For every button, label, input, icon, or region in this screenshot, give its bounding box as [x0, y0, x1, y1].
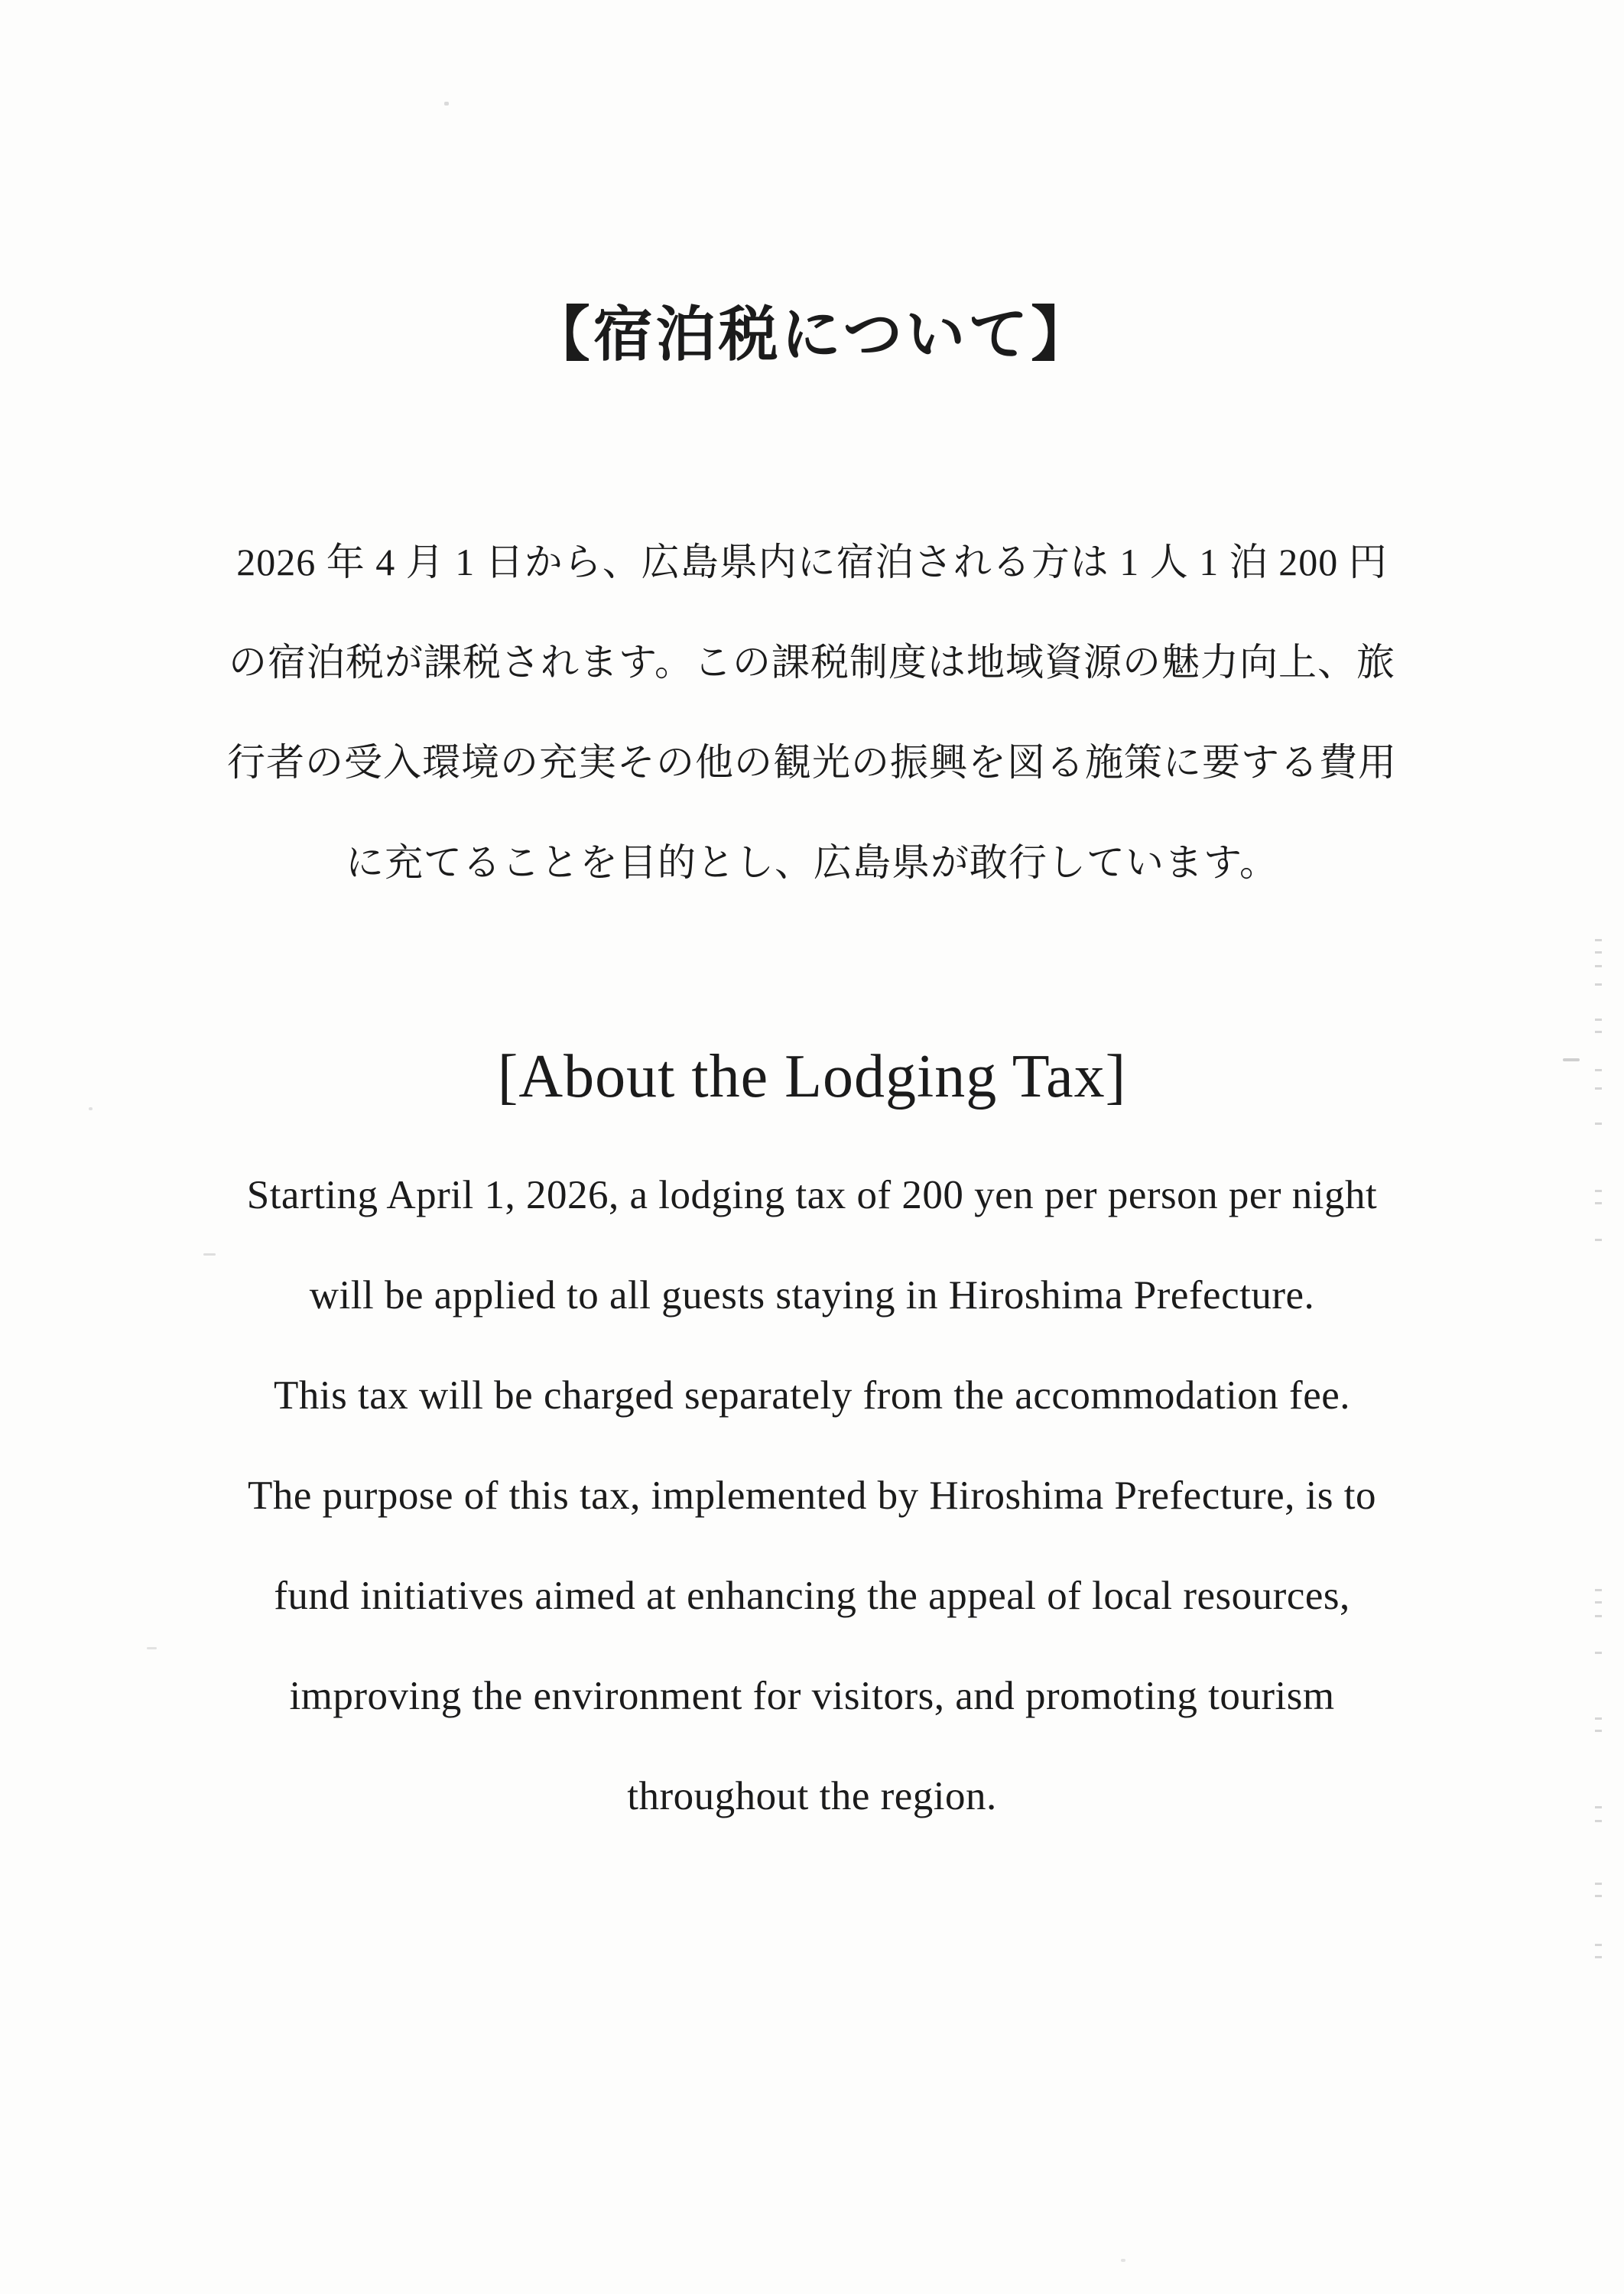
japanese-paragraph: [0, 512, 1624, 913]
scan-artifact: [1595, 1652, 1602, 1654]
scan-artifact: [1595, 1190, 1602, 1192]
scan-artifact: [1595, 1589, 1602, 1591]
scan-artifact: [1595, 983, 1602, 986]
scan-artifact: [1595, 1806, 1602, 1808]
scan-artifact: [1595, 1123, 1602, 1125]
english-paragraph-line: The purpose of this tax, implemented by Hiroshima Prefecture, is to: [248, 1474, 1376, 1518]
scan-artifact: [1595, 1615, 1602, 1617]
scan-artifact: [147, 1647, 157, 1649]
japanese-paragraph-line: 行者の受入環境の充実その他の観光の振興を図る施策に要する費用: [227, 741, 1397, 784]
japanese-paragraph-line: 2026 年 4 月 1 日から、広島県内に宿泊される方は 1 人 1 泊 200 円: [236, 541, 1388, 583]
japanese-title: 【宿泊税について】: [530, 301, 1094, 368]
scan-artifact: [1595, 939, 1602, 941]
japanese-paragraph-line: の宿泊税が課税されます。この課税制度は地域資源の魅力向上、旅: [229, 641, 1395, 684]
english-paragraph-line: fund initiatives aimed at enhancing the appeal of local resources,: [274, 1574, 1350, 1618]
scan-artifact: [1595, 1019, 1602, 1021]
scan-artifact: [1595, 1239, 1602, 1241]
english-paragraph-line: This tax will be charged separately from the accommodation fee.: [274, 1373, 1350, 1418]
scan-artifact: [1595, 1944, 1602, 1946]
scan-artifact: [1595, 1031, 1602, 1033]
scan-artifact: [1595, 1069, 1602, 1071]
english-paragraph-line: Starting April 1, 2026, a lodging tax of 200 yen per person per night: [246, 1173, 1378, 1217]
english-paragraph-line: throughout the region.: [627, 1774, 997, 1818]
japanese-paragraph-line: に充てることを目的とし、広島県が敢行しています。: [346, 841, 1278, 884]
scan-artifact: [1595, 1087, 1602, 1090]
scan-artifact: [1595, 1202, 1602, 1204]
scan-artifact: [1595, 1883, 1602, 1885]
scan-artifact: [1595, 1730, 1602, 1732]
english-title: [About the Lodging Tax]: [497, 1043, 1127, 1110]
scan-artifact: [1595, 965, 1602, 967]
scan-artifact: [89, 1107, 93, 1110]
scan-artifact: [1595, 1601, 1602, 1604]
english-paragraph: [0, 1145, 1624, 1847]
scan-artifact: [1595, 1820, 1602, 1822]
scan-artifact: [1595, 1956, 1602, 1958]
english-paragraph-line: will be applied to all guests staying in Hiroshima Prefecture.: [309, 1273, 1315, 1318]
scan-artifact: [1595, 1895, 1602, 1897]
scan-artifact: [203, 1253, 216, 1256]
scan-artifact: [444, 102, 449, 106]
scan-artifact: [1563, 1058, 1580, 1061]
scan-artifact: [1595, 1717, 1602, 1720]
english-paragraph-line: improving the environment for visitors, and promoting tourism: [289, 1674, 1335, 1718]
scan-artifact: [1121, 2259, 1125, 2262]
scan-artifact: [1595, 951, 1602, 954]
